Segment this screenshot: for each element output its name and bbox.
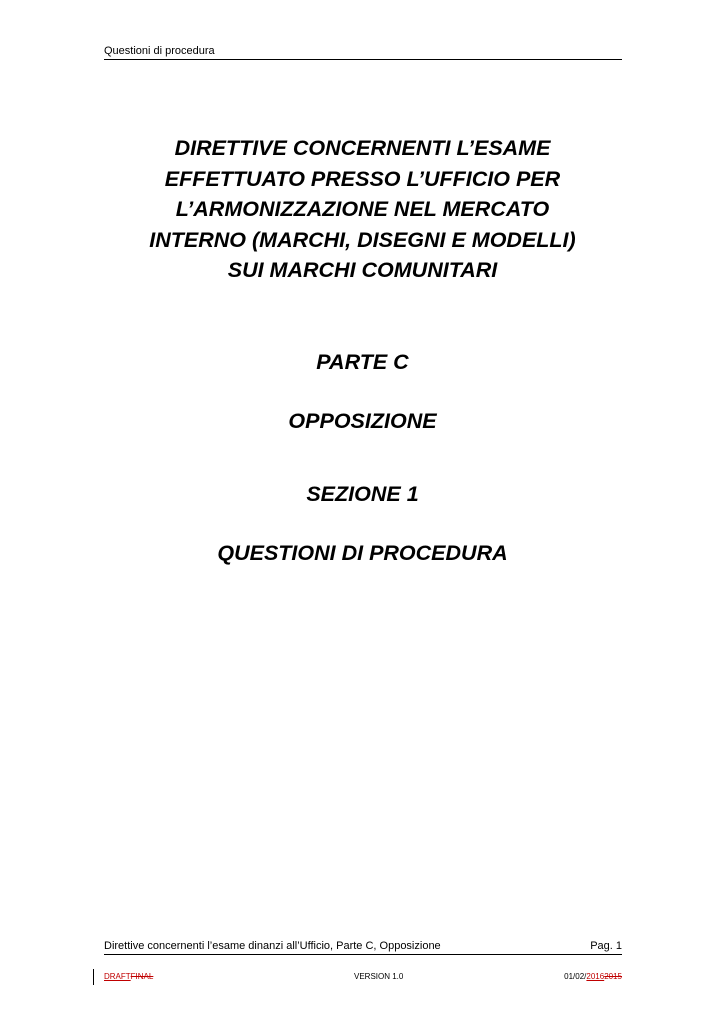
footer-page-number: Pag. 1 [590,940,622,952]
revision-change-bar [93,969,94,985]
footer-status [104,972,153,982]
footer-date [564,972,622,982]
running-header [104,44,622,60]
title-line-2: EFFETTUATO PRESSO L’UFFICIO PER [164,166,561,191]
title-line-4: INTERNO (MARCHI, DISEGNI E MODELLI) [149,227,576,252]
date-prefix: 01/02/ [564,972,587,981]
title-line-1: DIRETTIVE CONCERNENTI L’ESAME [174,136,551,160]
footer-reference-bar [104,940,622,955]
title-line-5: SUI MARCHI COMUNITARI [227,258,498,282]
status-deleted: FINAL [130,972,154,981]
section-heading: SEZIONE 1 [306,482,419,506]
part-heading: PARTE C [316,350,409,374]
footer-document-ref: Direttive concernenti l’esame dinanzi all’Ufficio, Parte C, Opposizione [104,940,441,952]
status-inserted: DRAFT [104,972,131,981]
document-title [60,133,665,286]
subject-heading: OPPOSIZIONE [288,409,437,433]
title-line-3: L’ARMONIZZAZIONE NEL MERCATO [175,197,550,221]
footer-version: VERSION 1.0 [354,972,404,981]
running-header-title: Questioni di procedura [104,45,215,57]
date-deleted: 2015 [604,972,622,981]
section-title-heading: QUESTIONI DI PROCEDURA [217,541,508,565]
date-inserted: 2016 [586,972,605,981]
